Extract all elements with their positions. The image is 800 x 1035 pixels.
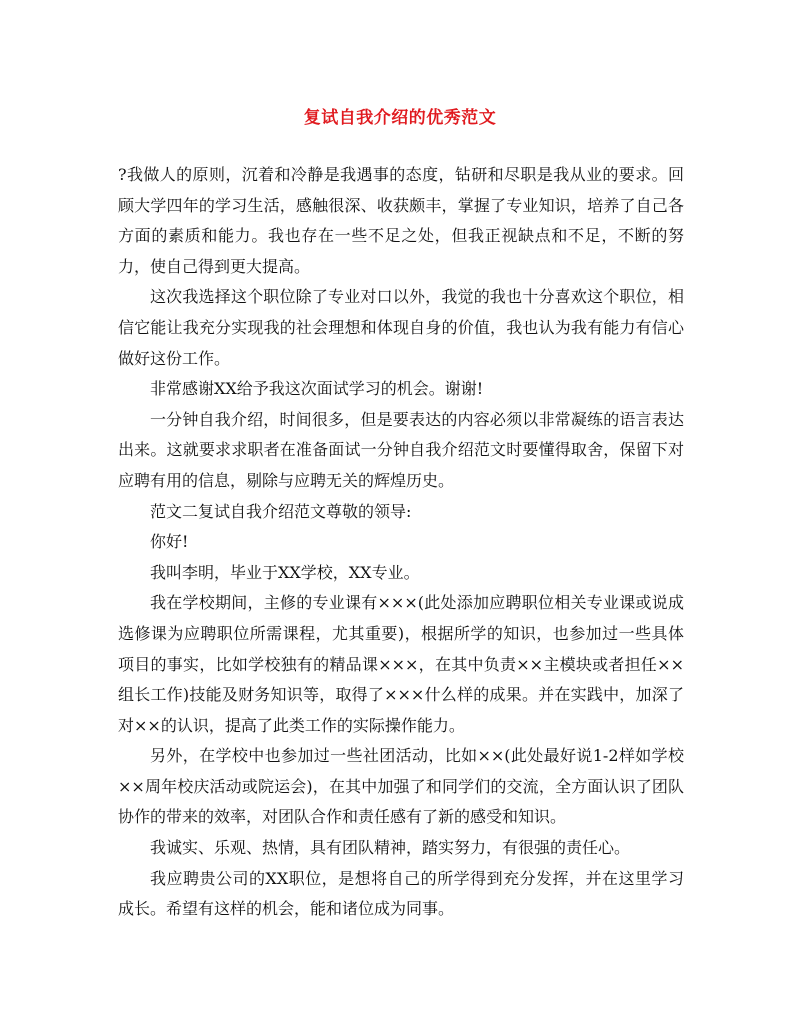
paragraph-7: 我叫李明，毕业于XX学校，XX专业。	[150, 562, 420, 582]
paragraph-4: 一分钟自我介绍，时间很多，但是要表达的内容必须以非常凝练的语言表达出来。这就要求求职者在准备面试一分钟自我介绍范文时要懂得取舍，保留下对应聘有用的信息，剔除与应聘无关的辉煌历史。	[118, 409, 684, 490]
paragraph-6: 你好!	[150, 532, 189, 552]
document-body	[118, 160, 684, 925]
paragraph-5: 范文二复试自我介绍范文尊敬的领导:	[150, 501, 412, 521]
paragraph-3: 非常感谢XX给予我这次面试学习的机会。谢谢!	[150, 379, 484, 399]
paragraph-11: 我应聘贵公司的XX职位，是想将自己的所学得到充分发挥，并在这里学习成长。希望有这样的机会，能和诸位成为同事。	[118, 868, 684, 919]
document-title: 复试自我介绍的优秀范文	[303, 108, 497, 128]
paragraph-8: 我在学校期间，主修的专业课有×××(此处添加应聘职位相关专业课或说成选修课为应聘职位所需课程，尤其重要)，根据所学的知识，也参加过一些具体项目的事实，比如学校独有的精品课×××，在其中负责××主模块或者担任××组长工作)技能及财务知识等，取得了×××什么样的成果。并在实践中，加深了对××的认识，提高了此类工作的实际操作能力。	[118, 593, 684, 735]
paragraph-1: ?我做人的原则，沉着和冷静是我遇事的态度，钻研和尽职是我从业的要求。回顾大学四年的学习生活，感触很深、收获颇丰，掌握了专业知识，培养了自己各方面的素质和能力。我也存在一些不足之处，但我正视缺点和不足，不断的努力，使自己得到更大提高。	[118, 165, 684, 276]
paragraph-10: 我诚实、乐观、热情，具有团队精神，踏实努力，有很强的责任心。	[150, 838, 631, 858]
paragraph-2: 这次我选择这个职位除了专业对口以外，我觉的我也十分喜欢这个职位，相信它能让我充分实现我的社会理想和体现自身的价值，我也认为我有能力有信心做好这份工作。	[118, 287, 684, 368]
paragraph-9: 另外，在学校中也参加过一些社团活动，比如××(此处最好说1-2样如学校××周年校庆活动或院运会)，在其中加强了和同学们的交流，全方面认识了团队协作的带来的效率，对团队合作和责任感有了新的感受和知识。	[118, 746, 684, 827]
